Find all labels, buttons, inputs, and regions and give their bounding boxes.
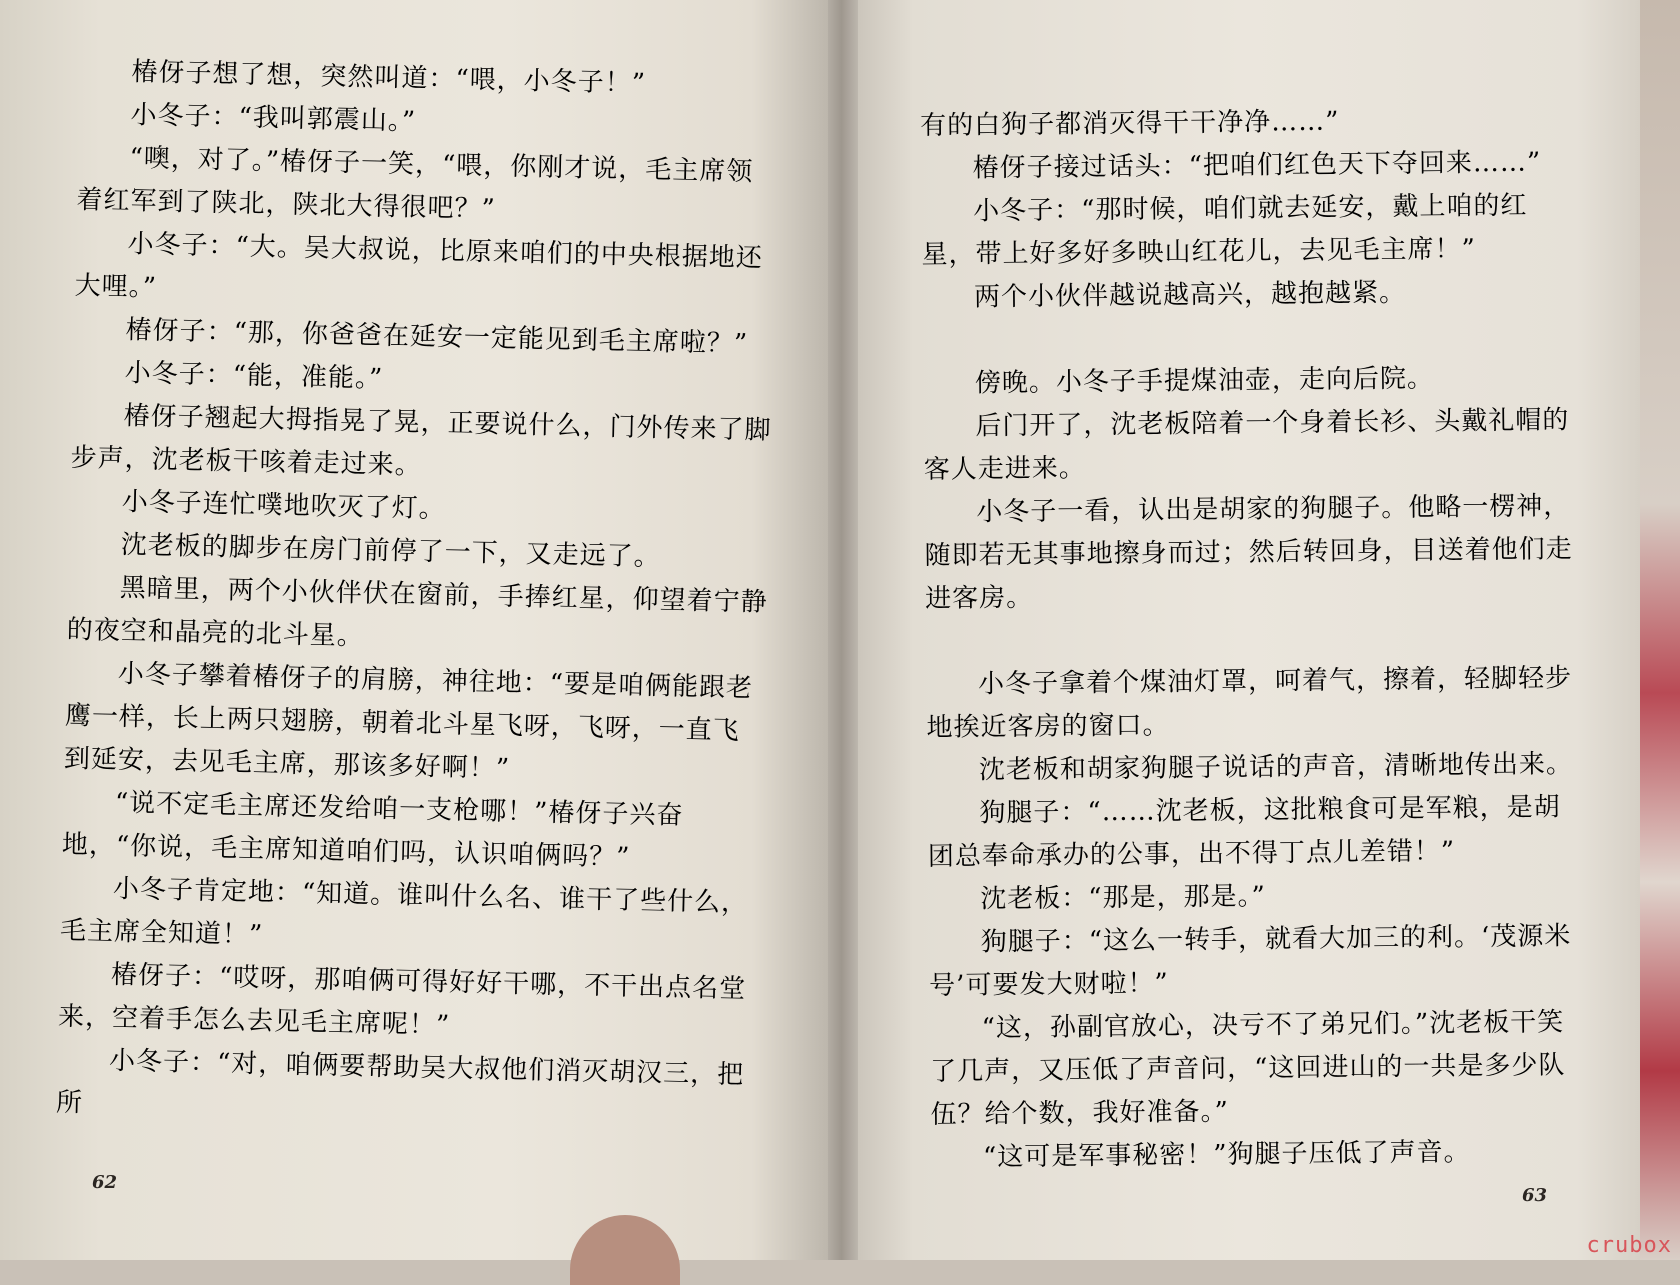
right-paragraph: 两个小伙伴越说越高兴，越抱越紧。 xyxy=(973,277,1407,313)
left-paragraph: 小冬子：“大。吴大叔说，比原来咱们的中央根据地还大哩。” xyxy=(74,229,764,303)
right-paragraph: 后门开了，沈老板陪着一个身着长衫、头戴礼帽的客人走进来。 xyxy=(923,405,1570,485)
right-paragraph: 狗腿子：“这么一转手，就看大加三的利。‘茂源米号’可要发大财啦！” xyxy=(929,921,1572,1001)
left-paragraph: 小冬子肯定地：“知道。谁叫什么名、谁干了些什么，毛主席全知道！” xyxy=(59,873,749,951)
background-fabric xyxy=(1640,0,1680,1260)
watermark-text: crubox xyxy=(1586,1233,1672,1258)
left-paragraph: 小冬子：“能，准能。” xyxy=(124,358,384,394)
right-paragraph: 小冬子：“那时候，咱们就去延安，戴上咱的红星，带上好多好多映山红花儿，去见毛主席！” xyxy=(921,190,1528,270)
left-paragraph: 椿伢子翘起大拇指晃了晃，正要说什么，门外传来了脚步声，沈老板干咳着走过来。 xyxy=(70,401,772,481)
left-paragraph: “说不定毛主席还发给咱一支枪哪！”椿伢子兴奋地，“你说，毛主席知道咱们吗，认识咱俩吗？” xyxy=(61,787,684,873)
left-paragraph: 沈老板的脚步在房门前停了一下，又走远了。 xyxy=(120,530,661,573)
right-paragraph: 沈老板：“那是，那是。” xyxy=(980,881,1267,915)
right-page-number: 63 xyxy=(1522,1185,1548,1206)
right-paragraph: “这，孙副官放心，决亏不了弟兄们。”沈老板干笑了几声，又压低了声音问，“这回进山的一共是多少队伍？给个数，我好准备。” xyxy=(929,1007,1566,1130)
right-paragraph: 椿伢子接过话头：“把咱们红色天下夺回来……” xyxy=(972,147,1542,184)
left-paragraph: 小冬子：“我叫郭震山。” xyxy=(130,100,417,137)
left-paragraph: 小冬子攀着椿伢子的肩膀，神往地：“要是咱俩能跟老鹰一样，长上两只翅膀，朝着北斗星飞呀，飞呀，一直飞到延安，去见毛主席，那该多好啊！” xyxy=(63,659,754,784)
left-paragraph: 小冬子连忙噗地吹灭了灯。 xyxy=(121,487,447,525)
right-paragraph: 狗腿子：“……沈老板，这批粮食可是军粮，是胡团总奉命承办的公事，出不得丁点儿差错！” xyxy=(927,792,1561,872)
right-page-text xyxy=(920,98,1591,1180)
left-paragraph: 椿伢子想了想，突然叫道：“喂，小冬子！” xyxy=(131,57,647,99)
left-paragraph: 椿伢子：“那，你爸爸在延安一定能见到毛主席啦？” xyxy=(125,315,749,360)
left-page-text xyxy=(56,50,780,1141)
right-paragraph: 小冬子拿着个煤油灯罩，呵着气，擦着，轻脚轻步地挨近客房的窗口。 xyxy=(926,663,1573,743)
book-gutter xyxy=(828,0,858,1260)
left-paragraph: 小冬子：“对，咱俩要帮助吴大叔他们消灭胡汉三，把所 xyxy=(55,1045,745,1119)
right-paragraph: “这可是军事秘密！”狗腿子压低了声音。 xyxy=(982,1137,1471,1173)
right-paragraph: 傍晚。小冬子手提煤油壶，走向后院。 xyxy=(974,363,1435,399)
left-paragraph: 椿伢子：“哎呀，那咱俩可得好好干哪，不干出点名堂来，空着手怎么去见毛主席呢！” xyxy=(57,959,747,1041)
left-page-number: 62 xyxy=(92,1172,118,1193)
left-paragraph: 黑暗里，两个小伙伴伏在窗前，手捧红星，仰望着宁静的夜空和晶亮的北斗星。 xyxy=(66,573,768,652)
right-paragraph: 有的白狗子都消灭得干干净净……” xyxy=(920,106,1340,141)
right-paragraph: 小冬子一看，认出是胡家的狗腿子。他略一楞神，随即若无其事地擦身而过；然后转回身，目送着他们走进客房。 xyxy=(924,491,1573,614)
left-paragraph: “噢，对了。”椿伢子一笑，“喂，你刚才说，毛主席领着红军到了陕北，陕北大得很吧？” xyxy=(76,143,754,225)
right-paragraph: 沈老板和胡家狗腿子说话的声音，清晰地传出来。 xyxy=(978,749,1574,786)
